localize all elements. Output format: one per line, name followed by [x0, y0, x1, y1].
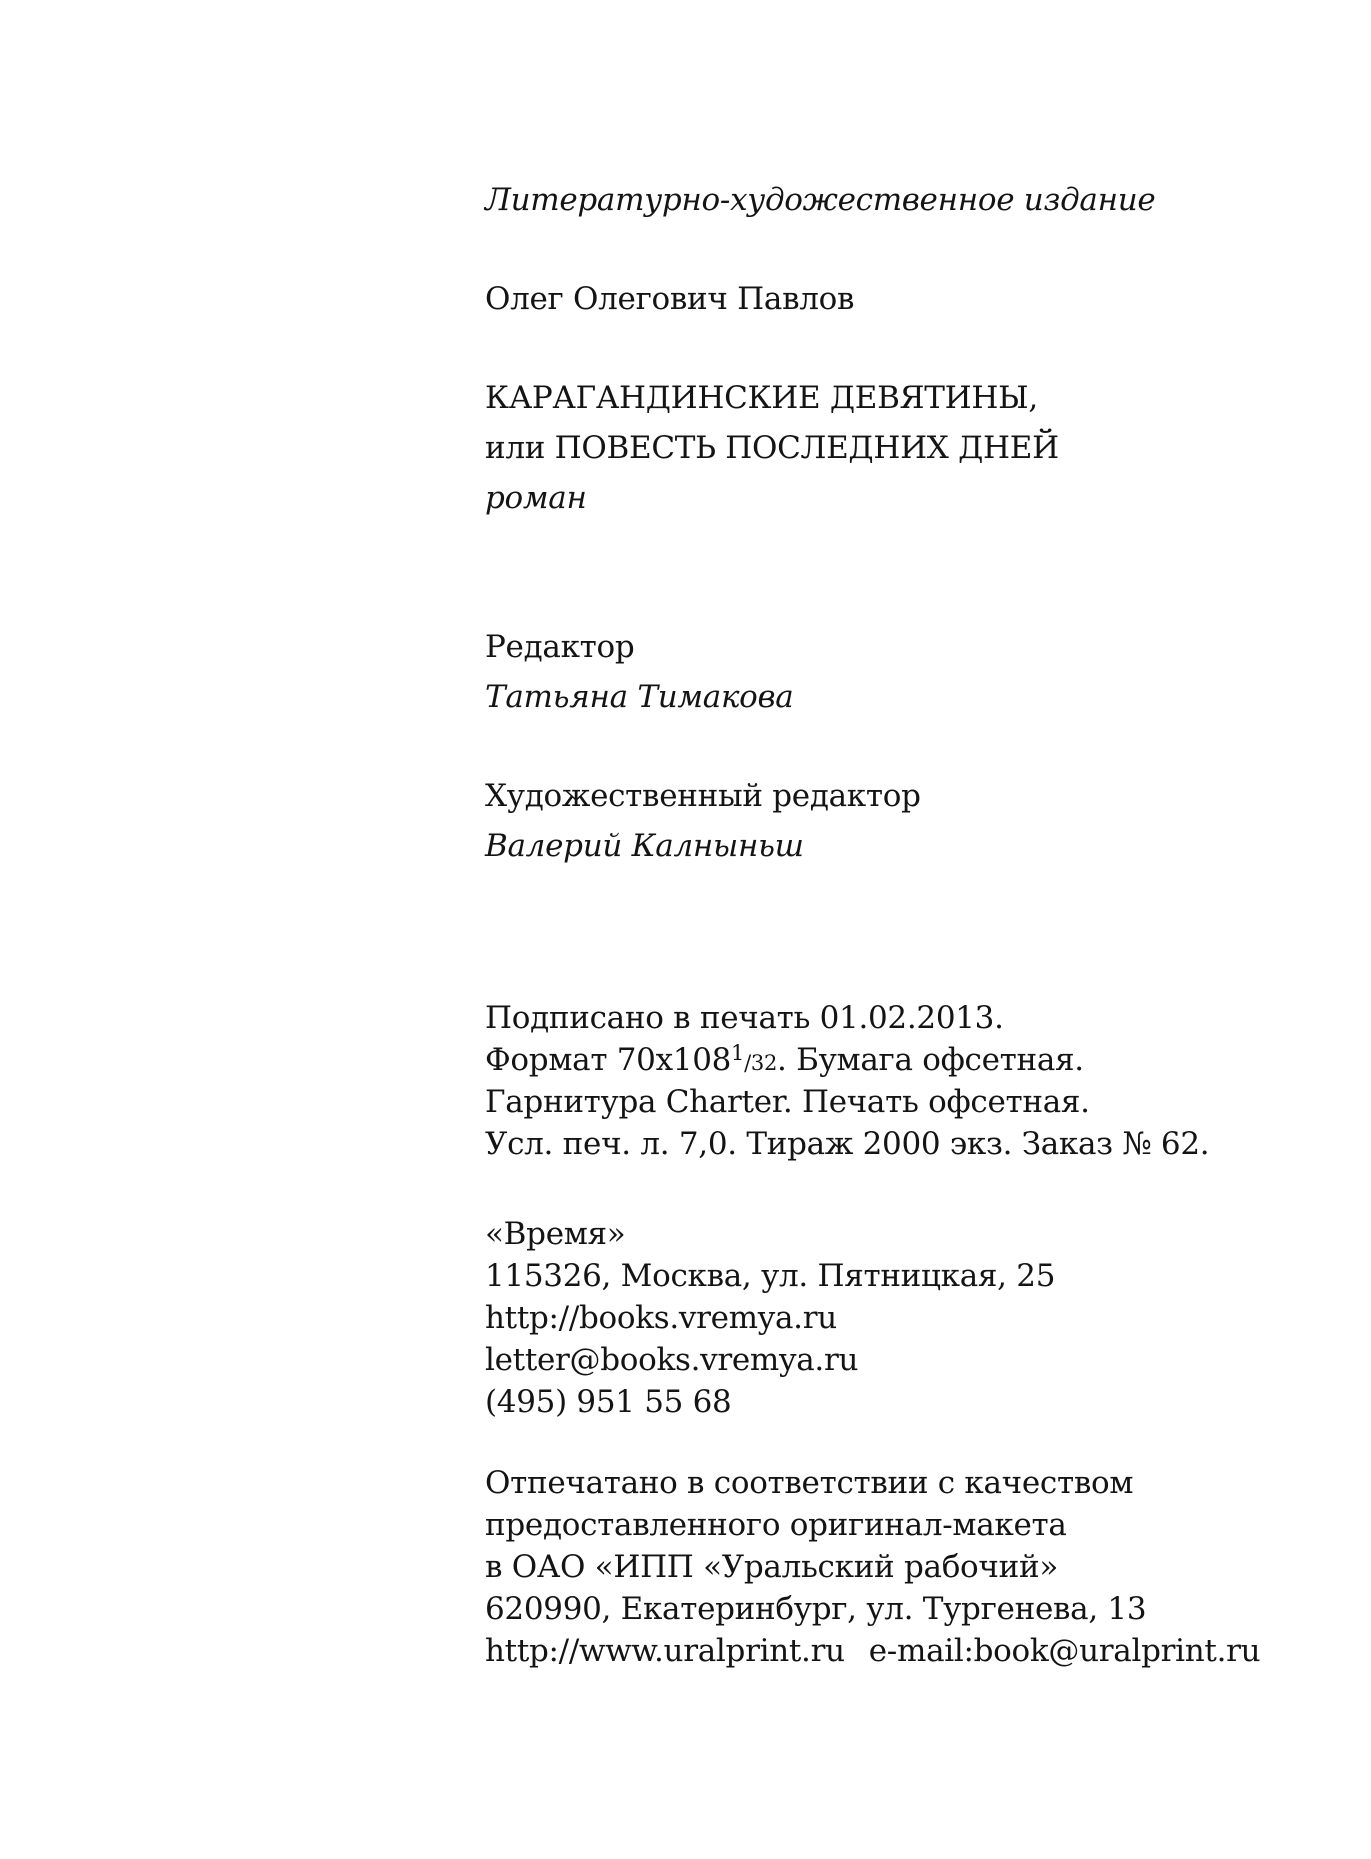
printer-line-2: предоставленного оригинал-макета: [485, 1507, 1067, 1543]
printer-line-1: Отпечатано в соответствии с качеством: [485, 1465, 1134, 1501]
author-name: Олег Олегович Павлов: [485, 281, 855, 317]
print-signed-date: Подписано в печать 01.02.2013.: [485, 1000, 1004, 1036]
art-editor-name: Валерий Калныньш: [485, 828, 804, 864]
art-editor-label: Художественный редактор: [485, 778, 921, 814]
book-title-line-1: КАРАГАНДИНСКИЕ ДЕВЯТИНЫ,: [485, 380, 1038, 416]
printer-line-3: в ОАО «ИПП «Уральский рабочий»: [485, 1549, 1059, 1585]
format-suffix: . Бумага офсетная.: [777, 1042, 1084, 1078]
format-denominator: /32: [744, 1051, 778, 1075]
printer-url: http://www.uralprint.ru: [485, 1633, 845, 1669]
printer-address: 620990, Екатеринбург, ул. Тургенева, 13: [485, 1591, 1147, 1627]
book-title-line-2: или ПОВЕСТЬ ПОСЛЕДНИХ ДНЕЙ: [485, 430, 1059, 466]
publisher-name: «Время»: [485, 1216, 626, 1252]
format-prefix: Формат 70x108: [485, 1042, 732, 1078]
publisher-phone: (495) 951 55 68: [485, 1384, 732, 1420]
book-genre: роман: [485, 480, 587, 516]
publisher-email: letter@books.vremya.ru: [485, 1342, 859, 1378]
print-format: [485, 1040, 1084, 1080]
print-typeface: Гарнитура Charter. Печать офсетная.: [485, 1084, 1090, 1120]
printer-email: e-mail:book@uralprint.ru: [868, 1633, 1261, 1669]
publisher-url: http://books.vremya.ru: [485, 1300, 837, 1336]
publisher-address: 115326, Москва, ул. Пятницкая, 25: [485, 1258, 1056, 1294]
format-numerator: 1: [731, 1041, 745, 1065]
print-volume: Усл. печ. л. 7,0. Тираж 2000 экз. Заказ № 62.: [485, 1126, 1210, 1162]
editor-name: Татьяна Тимакова: [485, 679, 794, 715]
editor-label: Редактор: [485, 629, 635, 665]
edition-type: Литературно-художественное издание: [485, 182, 1156, 218]
printer-contacts: [485, 1631, 1260, 1671]
